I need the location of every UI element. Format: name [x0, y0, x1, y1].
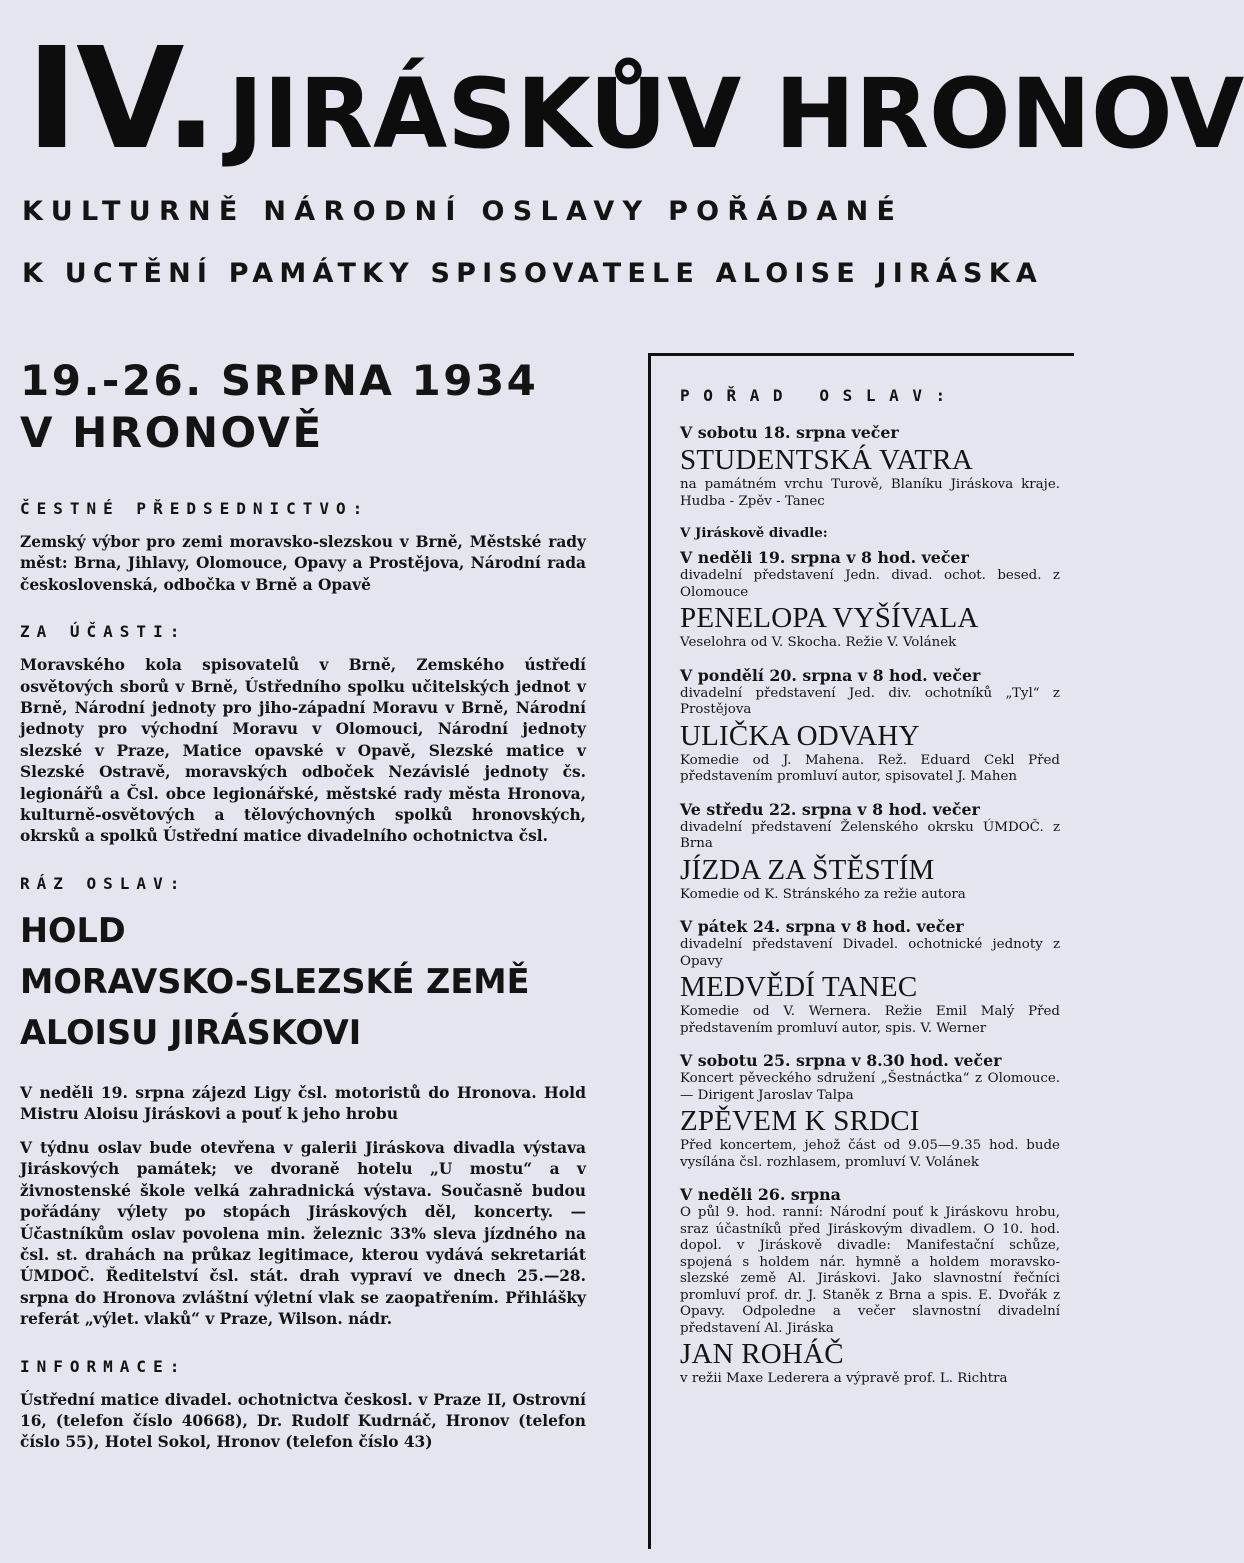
event-date: V neděli 26. srpna — [680, 1185, 841, 1204]
info-heading: INFORMACE: — [20, 1356, 187, 1376]
event-title: STUDENTSKÁ VATRA — [680, 444, 973, 476]
event-title: PENELOPA VYŠÍVALA — [680, 602, 979, 634]
program-event — [680, 800, 1060, 904]
event-description: Komedie od K. Stránského za režie autora — [680, 886, 966, 902]
event-date: Ve středu 22. srpna v 8 hod. večer — [680, 799, 980, 819]
event-title: ULIČKA ODVAHY — [680, 719, 920, 752]
participation-text: Moravského kola spisovatelů v Brně, Zemského ústředí osvětových sborů v Brně, Ústředního spolku učitelských jednot v Brně, Národní jednoty pro jiho-západní Moravu v Brně, Národní jednoty pro východní Moravu v Olomouci, Národní jednoty slezské v Praze, Matice opavské v Opavě, Slezské matice v Slezské Ostravě, moravských odboček Nezávislé jednoty čs. legionářů a Čsl. obce legionářské, městské rady města Hronova, kulturně-osvětových a tělovýchovných spolků hronovských, okrsků a spolků Ústřední matice divadelního ochotnictva čsl. — [20, 656, 586, 846]
program-event — [680, 1185, 1060, 1388]
tribute-line-1: HOLD — [20, 910, 126, 950]
character-heading: RÁZ OSLAV: — [20, 873, 187, 893]
left-column — [20, 355, 586, 1454]
week-announcement: V týdnu oslav bude otevřena v galerii Jiráskova divadla výstava Jiráskových památek; ve dvoraně hotelu „U mostu“ a v živnostenské škole velká zahradnická výstava. Současně budou pořádány výlety po stopách Jiráskových děl, koncerty. — Účastníkům oslav povolena min. železnic 33% sleva jízdného na čsl. st. drahách na průkaz legitimace, kterou vydává sekretariát ÚMDOČ. Ředitelství čsl. stát. drah vypraví ve dnech 25.—28. srpna do Hronova zvláštní výletní vlak se zaopatřením. Přihlášky referát „výlet. vlaků“ v Praze, Wilson. nádr. — [20, 1138, 586, 1329]
program-event — [680, 1051, 1060, 1171]
program-event — [680, 666, 1060, 786]
tribute-line-3: ALOISU JIRÁSKOVI — [20, 1012, 362, 1052]
participation-heading: ZA ÚČASTI: — [20, 622, 187, 642]
event-performer: divadelní představení Jed. div. ochotníků „Tyl“ z Prostějova — [680, 685, 1060, 717]
festival-place: V HRONOVĚ — [20, 408, 324, 457]
program-heading: POŘAD OSLAV: — [680, 386, 959, 405]
title-festival-name: JIRÁSKŮV HRONOV — [227, 58, 1244, 170]
event-description: v režii Maxe Lederera a výpravě prof. L. Richtra — [680, 1371, 1008, 1386]
tribute-heading — [20, 907, 586, 1056]
event-description: Před koncertem, jehož část od 9.05—9.35 hod. bude vysílána čsl. rozhlasem, promluví V. Volánek — [680, 1138, 1060, 1170]
event-description: Komedie od V. Wernera. Režie Emil Malý Před představením promluví autor, spis. V. Werner — [680, 1004, 1060, 1036]
event-date: V sobotu 25. srpna v 8.30 hod. večer — [680, 1051, 1002, 1070]
program-event — [680, 917, 1060, 1037]
presidium-text: Zemský výbor pro zemi moravsko-slezskou v Brně, Městské rady měst: Brna, Jihlavy, Olomouce, Opavy a Prostějova, Národní rada československá, odbočka v Brně a Opavě — [20, 533, 586, 594]
event-description: Veselohra od V. Skocha. Režie V. Volánek — [680, 635, 957, 650]
sunday-announcement: V neděli 19. srpna zájezd Ligy čsl. motoristů do Hronova. Hold Mistru Aloisu Jiráskovi a pouť k jeho hrobu — [20, 1082, 586, 1123]
poster-title — [26, 18, 1244, 181]
title-numeral: IV. — [26, 18, 216, 181]
event-title: JAN ROHÁČ — [680, 1338, 844, 1370]
event-title: MEDVĚDÍ TANEC — [680, 971, 918, 1003]
presidium-heading: ČESTNÉ PŘEDSEDNICTVO: — [20, 499, 370, 518]
event-performer: divadelní představení Jedn. divad. ochot. besed. z Olomouce — [680, 568, 1060, 600]
subtitle-line-2: K UCTĚNÍ PAMÁTKY SPISOVATELE ALOISE JIRÁSKA — [22, 258, 1043, 289]
venue-label: V Jiráskově divadle: — [680, 525, 828, 541]
subtitle-line-1: KULTURNĚ NÁRODNÍ OSLAVY POŘÁDANÉ — [22, 196, 904, 227]
event-title: ZPĚVEM K SRDCI — [680, 1105, 920, 1137]
event-date: V pondělí 20. srpna v 8 hod. večer — [680, 665, 981, 685]
program-event — [680, 423, 1060, 510]
event-performer: O půl 9. hod. ranní: Národní pouť k Jiráskovu hrobu, sraz účastníků před Jiráskovým divadlem. O 10. hod. dopol. v Jiráskově divadle: Manifestační schůze, spojená s holdem nár. hymně a holdem moravsko-slezské země Al. Jiráskovi. Jako slavnostní řečníci promluví prof. dr. J. Staněk z Brna a spis. E. Dvořák z Opavy. Odpoledne a večer slavnostní divadelní představení Al. Jiráska — [680, 1205, 1060, 1336]
event-performer: divadelní představení Želenského okrsku ÚMDOČ. z Brna — [680, 819, 1060, 851]
event-date: V sobotu 18. srpna večer — [680, 423, 899, 442]
tribute-line-2: MORAVSKO-SLEZSKÉ ZEMĚ — [20, 961, 530, 1001]
info-text: Ústřední matice divadel. ochotnictva českosl. v Praze II, Ostrovní 16, (telefon číslo 40668), Dr. Rudolf Kudrnáč, Hronov (telefon číslo 55), Hotel Sokol, Hronov (telefon číslo 43) — [20, 1390, 586, 1452]
event-description: Komedie od J. Mahena. Rež. Eduard Cekl Před představením promluví autor, spisovatel J. Mahen — [680, 752, 1060, 784]
event-title: JÍZDA ZA ŠTĚSTÍM — [680, 853, 935, 886]
event-date: V pátek 24. srpna v 8 hod. večer — [680, 917, 964, 936]
program-column — [680, 386, 1060, 1402]
event-performer: divadelní představení Divadel. ochotnické jednoty z Opavy — [680, 937, 1060, 969]
program-event — [680, 548, 1060, 652]
event-performer: Koncert pěveckého sdružení „Šestnáctka“ z Olomouce. — Dirigent Jaroslav Talpa — [680, 1071, 1060, 1103]
event-date: V neděli 19. srpna v 8 hod. večer — [680, 548, 969, 567]
festival-date: 19.-26. SRPNA 1934 — [20, 356, 539, 405]
event-description: na památném vrchu Turově, Blaníku Jiráskova kraje. Hudba - Zpěv - Tanec — [680, 477, 1060, 509]
